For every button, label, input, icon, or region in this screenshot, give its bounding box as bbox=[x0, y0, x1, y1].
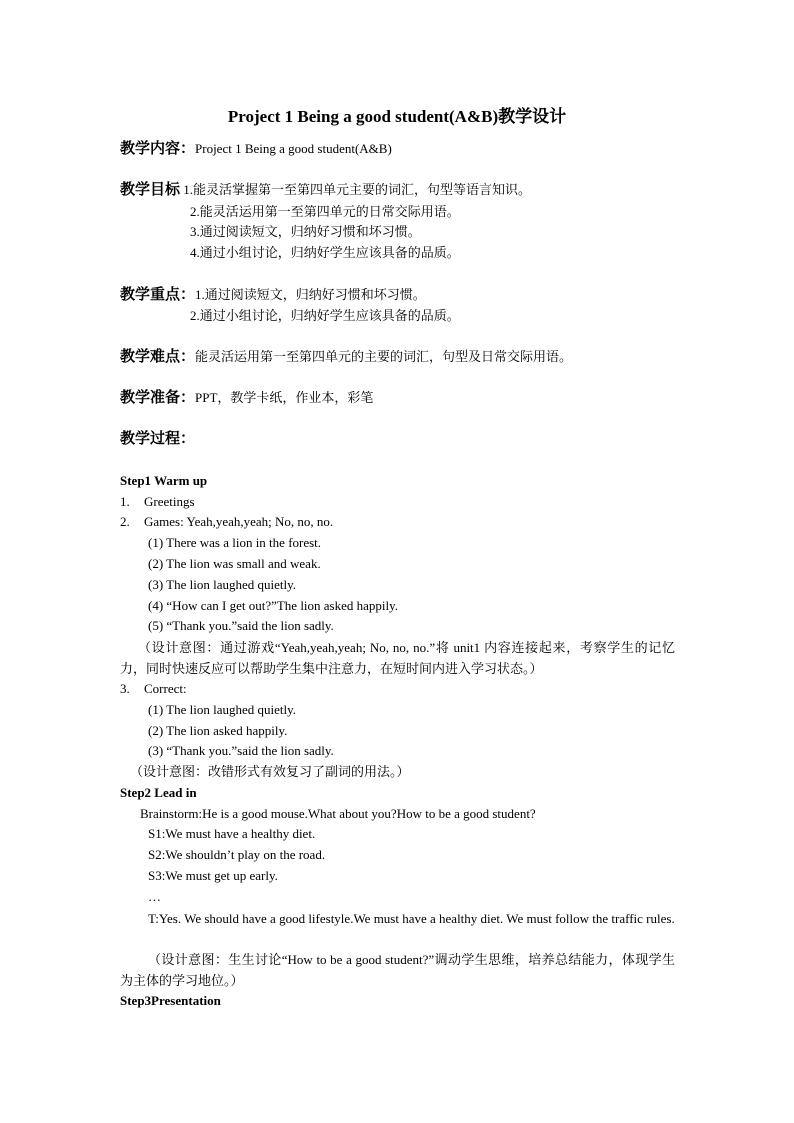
objective-item: 2.能灵活运用第一至第四单元的日常交际用语。 bbox=[190, 204, 460, 219]
list-item-number: 1. bbox=[120, 494, 130, 509]
objective-item: 1.能灵活掌握第一至第四单元主要的词汇，句型等语言知识。 bbox=[183, 182, 532, 197]
objective-item: 3.通过阅读短文，归纳好习惯和坏习惯。 bbox=[190, 224, 421, 239]
step2-heading: Step2 Lead in bbox=[120, 785, 197, 800]
correction-sentence: (2) The lion asked happily. bbox=[148, 723, 288, 738]
content-label: 教学内容： bbox=[120, 141, 196, 157]
student-answer: S2:We shouldn’t play on the road. bbox=[148, 847, 326, 862]
difficulties-label: 教学难点： bbox=[120, 349, 196, 365]
preparation-row bbox=[120, 389, 373, 407]
list-item: Correct: bbox=[144, 681, 187, 696]
key-points-label: 教学重点： bbox=[120, 287, 196, 303]
key-points-row bbox=[120, 286, 426, 304]
preparation-label: 教学准备： bbox=[120, 390, 196, 406]
objective-item: 4.通过小组讨论，归纳好学生应该具备的品质。 bbox=[190, 245, 460, 260]
design-note: （设计意图：通过游戏“Yeah,yeah,yeah; No, no, no.”将 unit1 内容连接起来，考察学生的记忆力，同时快速反应可以帮助学生集中注意力，在短时间内进入学习状态。） bbox=[120, 640, 675, 676]
list-item: Games: Yeah,yeah,yeah; No, no, no. bbox=[144, 514, 334, 529]
game-sentence: (5) “Thank you.”said the lion sadly. bbox=[148, 618, 334, 633]
page-title: Project 1 Being a good student(A&B)教学设计 bbox=[227, 107, 567, 126]
list-item-number: 3. bbox=[120, 681, 130, 696]
difficulties-row bbox=[120, 348, 572, 366]
step3-heading: Step3Presentation bbox=[120, 993, 221, 1008]
content-text: Project 1 Being a good student(A&B) bbox=[195, 141, 392, 156]
content-row bbox=[120, 140, 392, 158]
ellipsis: … bbox=[148, 889, 161, 904]
design-note: （设计意图：改错形式有效复习了副词的用法。） bbox=[130, 764, 410, 779]
game-sentence: (1) There was a lion in the forest. bbox=[148, 535, 322, 550]
process-label: 教学过程： bbox=[120, 431, 196, 447]
correction-sentence: (1) The lion laughed quietly. bbox=[148, 702, 297, 717]
objectives-row bbox=[120, 181, 531, 199]
student-answer: S3:We must get up early. bbox=[148, 868, 278, 883]
correction-sentence: (3) “Thank you.”said the lion sadly. bbox=[148, 743, 334, 758]
preparation-text: PPT，教学卡纸，作业本，彩笔 bbox=[195, 390, 374, 405]
list-item-number: 2. bbox=[120, 514, 130, 529]
list-item: Greetings bbox=[144, 494, 195, 509]
key-point-item: 1.通过阅读短文，归纳好习惯和坏习惯。 bbox=[195, 287, 426, 302]
teacher-response: T:Yes. We should have a good lifestyle.We must have a healthy diet. We must follow the traffic rules. bbox=[148, 911, 675, 926]
step1-heading: Step1 Warm up bbox=[120, 473, 208, 488]
brainstorm-text: Brainstorm:He is a good mouse.What about you?How to be a good student? bbox=[140, 806, 536, 821]
objectives-label: 教学目标 bbox=[120, 182, 181, 198]
design-note: （设计意图：生生讨论“How to be a good student?”调动学生思维，培养总结能力，体现学生为主体的学习地位。） bbox=[120, 952, 675, 988]
game-sentence: (2) The lion was small and weak. bbox=[148, 556, 321, 571]
game-sentence: (4) “How can I get out?”The lion asked happily. bbox=[148, 598, 399, 613]
difficulties-text: 能灵活运用第一至第四单元的主要的词汇，句型及日常交际用语。 bbox=[195, 349, 573, 364]
key-point-item: 2.通过小组讨论，归纳好学生应该具备的品质。 bbox=[190, 308, 460, 323]
game-sentence: (3) The lion laughed quietly. bbox=[148, 577, 297, 592]
student-answer: S1:We must have a healthy diet. bbox=[148, 826, 316, 841]
